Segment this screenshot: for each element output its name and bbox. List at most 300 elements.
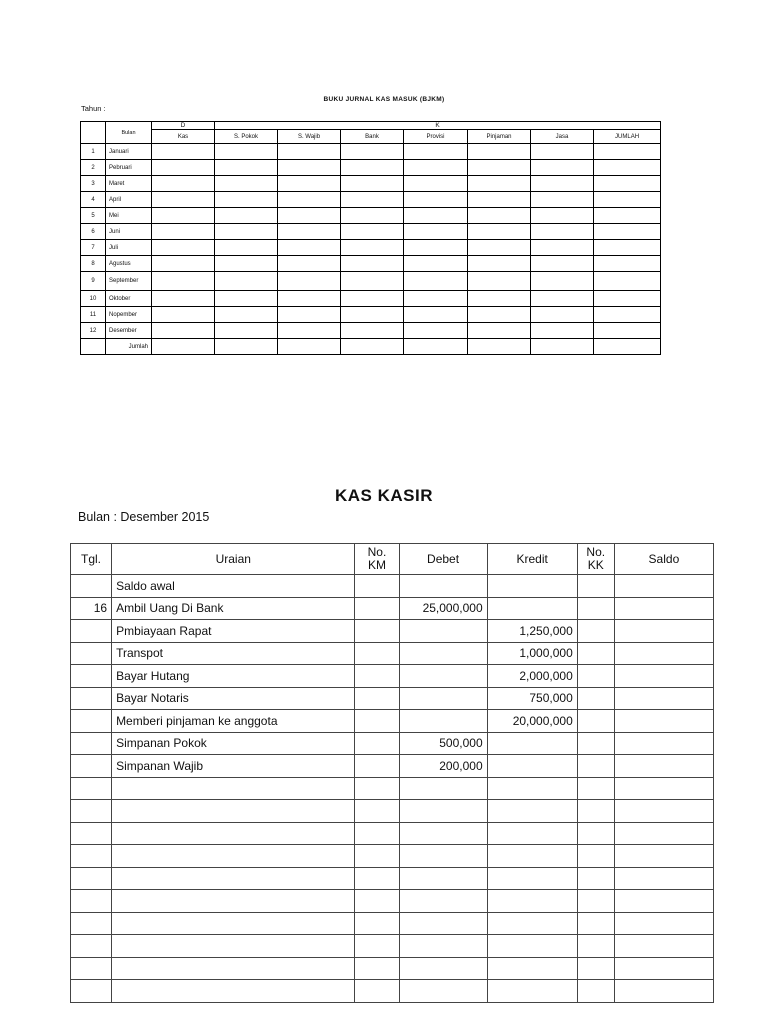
cell-tgl — [71, 575, 112, 598]
cell-kredit — [487, 822, 577, 845]
cell-tgl — [71, 777, 112, 800]
cell-uraian: Memberi pinjaman ke anggota — [112, 710, 355, 733]
bjkm-row-bulan: Pebruari — [106, 160, 152, 176]
bjkm-cell — [531, 291, 594, 307]
cell-tgl — [71, 800, 112, 823]
cell-no-kk — [577, 912, 614, 935]
cell-no-kk — [577, 822, 614, 845]
kas-kasir-row — [71, 642, 714, 665]
cell-no-kk — [577, 732, 614, 755]
cell-debet: 200,000 — [399, 755, 487, 778]
bjkm-cell — [468, 307, 531, 323]
cell-debet — [399, 642, 487, 665]
bjkm-cell — [404, 192, 468, 208]
cell-uraian: Transpot — [112, 642, 355, 665]
bjkm-cell — [152, 144, 215, 160]
bjkm-col-bank: Bank — [341, 130, 404, 144]
cell-no-km — [355, 935, 399, 958]
bjkm-cell — [594, 176, 661, 192]
cell-no-km — [355, 755, 399, 778]
bjkm-cell — [341, 307, 404, 323]
kas-kasir-row — [71, 732, 714, 755]
bjkm-col-s-pokok: S. Pokok — [215, 130, 278, 144]
bjkm-cell — [404, 176, 468, 192]
bjkm-col-kas: Kas — [152, 130, 215, 144]
bjkm-cell — [215, 240, 278, 256]
kas-kasir-row — [71, 575, 714, 598]
cell-kredit — [487, 890, 577, 913]
bjkm-row-no: 10 — [81, 291, 106, 307]
cell-no-kk — [577, 620, 614, 643]
cell-uraian — [112, 912, 355, 935]
bjkm-row — [81, 291, 661, 307]
col-debet: Debet — [399, 544, 487, 575]
kas-kasir-row — [71, 665, 714, 688]
bjkm-cell — [152, 256, 215, 272]
bjkm-cell — [404, 224, 468, 240]
bjkm-row-no: 5 — [81, 208, 106, 224]
cell-no-kk — [577, 980, 614, 1003]
bjkm-cell — [404, 291, 468, 307]
bjkm-cell — [594, 323, 661, 339]
bjkm-cell — [152, 192, 215, 208]
cell-no-kk — [577, 800, 614, 823]
bjkm-cell — [152, 291, 215, 307]
bjkm-cell — [215, 176, 278, 192]
bjkm-cell — [531, 208, 594, 224]
cell-saldo — [614, 732, 713, 755]
kas-kasir-row — [71, 800, 714, 823]
kas-kasir-row — [71, 980, 714, 1003]
cell-debet — [399, 980, 487, 1003]
bjkm-row-no: 7 — [81, 240, 106, 256]
bjkm-cell — [594, 208, 661, 224]
cell-saldo — [614, 642, 713, 665]
bjkm-header-d: D — [152, 122, 215, 130]
cell-uraian — [112, 822, 355, 845]
cell-saldo — [614, 620, 713, 643]
cell-uraian — [112, 935, 355, 958]
kas-kasir-title: KAS KASIR — [334, 486, 433, 505]
bjkm-cell — [341, 256, 404, 272]
cell-no-kk — [577, 597, 614, 620]
bjkm-cell — [468, 240, 531, 256]
bjkm-cell — [341, 208, 404, 224]
cell-debet — [399, 710, 487, 733]
cell-tgl — [71, 687, 112, 710]
kas-kasir-row — [71, 912, 714, 935]
cell-uraian — [112, 800, 355, 823]
bjkm-cell — [594, 160, 661, 176]
bjkm-row-no: 11 — [81, 307, 106, 323]
cell-kredit — [487, 732, 577, 755]
bjkm-cell — [404, 256, 468, 272]
cell-uraian — [112, 867, 355, 890]
bjkm-cell — [215, 323, 278, 339]
bjkm-cell — [468, 323, 531, 339]
kas-kasir-table — [70, 543, 714, 1003]
cell-kredit: 750,000 — [487, 687, 577, 710]
cell-uraian: Ambil Uang Di Bank — [112, 597, 355, 620]
bjkm-cell — [278, 176, 341, 192]
bjkm-cell — [152, 208, 215, 224]
bjkm-row-bulan: September — [106, 272, 152, 291]
bjkm-cell — [341, 160, 404, 176]
bjkm-cell — [531, 224, 594, 240]
bjkm-row-bulan: Maret — [106, 176, 152, 192]
bjkm-cell — [468, 224, 531, 240]
bjkm-row — [81, 240, 661, 256]
cell-no-kk — [577, 935, 614, 958]
kas-kasir-row — [71, 890, 714, 913]
bjkm-cell — [404, 160, 468, 176]
col-uraian: Uraian — [112, 544, 355, 575]
bjkm-cell — [278, 192, 341, 208]
cell-saldo — [614, 575, 713, 598]
cell-saldo — [614, 845, 713, 868]
cell-kredit — [487, 845, 577, 868]
cell-tgl: 16 — [71, 597, 112, 620]
bjkm-cell — [341, 144, 404, 160]
cell-no-km — [355, 800, 399, 823]
bjkm-row-bulan: Oktober — [106, 291, 152, 307]
bjkm-header-bulan: Bulan — [106, 122, 152, 144]
cell-uraian — [112, 777, 355, 800]
bjkm-cell — [215, 291, 278, 307]
cell-no-km — [355, 867, 399, 890]
bjkm-cell — [278, 208, 341, 224]
cell-saldo — [614, 665, 713, 688]
cell-debet — [399, 665, 487, 688]
cell-kredit — [487, 867, 577, 890]
kas-kasir-row — [71, 620, 714, 643]
cell-no-km — [355, 912, 399, 935]
bjkm-cell — [594, 144, 661, 160]
cell-tgl — [71, 912, 112, 935]
bjkm-cell — [341, 291, 404, 307]
cell-no-km — [355, 665, 399, 688]
bjkm-cell — [152, 176, 215, 192]
cell-saldo — [614, 912, 713, 935]
kas-kasir-row — [71, 597, 714, 620]
bjkm-cell — [404, 144, 468, 160]
cell-uraian — [112, 890, 355, 913]
cell-no-kk — [577, 845, 614, 868]
cell-uraian — [112, 957, 355, 980]
bjkm-cell — [215, 144, 278, 160]
cell-debet — [399, 935, 487, 958]
cell-saldo — [614, 867, 713, 890]
bjkm-table — [80, 121, 661, 355]
kas-kasir-row — [71, 777, 714, 800]
cell-no-kk — [577, 665, 614, 688]
cell-no-kk — [577, 777, 614, 800]
cell-saldo — [614, 800, 713, 823]
bjkm-cell — [468, 176, 531, 192]
cell-debet — [399, 867, 487, 890]
cell-no-kk — [577, 755, 614, 778]
col-saldo: Saldo — [614, 544, 713, 575]
cell-no-km — [355, 710, 399, 733]
cell-no-kk — [577, 867, 614, 890]
cell-saldo — [614, 597, 713, 620]
cell-kredit — [487, 777, 577, 800]
bjkm-row-no: 2 — [81, 160, 106, 176]
tahun-label: Tahun : — [81, 104, 106, 113]
bjkm-cell — [278, 323, 341, 339]
cell-saldo — [614, 980, 713, 1003]
cell-kredit — [487, 912, 577, 935]
cell-tgl — [71, 710, 112, 733]
bjkm-row — [81, 224, 661, 240]
bjkm-cell — [531, 323, 594, 339]
bjkm-cell — [594, 224, 661, 240]
cell-saldo — [614, 755, 713, 778]
cell-debet — [399, 777, 487, 800]
bjkm-jumlah-label: Jumlah — [106, 339, 152, 355]
cell-debet: 25,000,000 — [399, 597, 487, 620]
bjkm-cell — [278, 291, 341, 307]
bjkm-cell — [278, 240, 341, 256]
bjkm-row-bulan: Januari — [106, 144, 152, 160]
bjkm-col-jasa: Jasa — [531, 130, 594, 144]
cell-tgl — [71, 980, 112, 1003]
bjkm-row-no: 8 — [81, 256, 106, 272]
bjkm-row — [81, 160, 661, 176]
bjkm-cell — [594, 240, 661, 256]
cell-no-km — [355, 620, 399, 643]
bjkm-cell — [341, 323, 404, 339]
cell-debet — [399, 800, 487, 823]
cell-kredit — [487, 980, 577, 1003]
cell-debet — [399, 912, 487, 935]
cell-uraian: Saldo awal — [112, 575, 355, 598]
bjkm-col-provisi: Provisi — [404, 130, 468, 144]
cell-no-km — [355, 597, 399, 620]
bjkm-col-jumlah: JUMLAH — [594, 130, 661, 144]
cell-saldo — [614, 687, 713, 710]
cell-tgl — [71, 935, 112, 958]
cell-debet — [399, 957, 487, 980]
cell-tgl — [71, 732, 112, 755]
cell-no-kk — [577, 687, 614, 710]
cell-no-km — [355, 777, 399, 800]
bjkm-row — [81, 144, 661, 160]
cell-no-kk — [577, 890, 614, 913]
cell-saldo — [614, 777, 713, 800]
cell-uraian: Bayar Hutang — [112, 665, 355, 688]
bjkm-header-row-1 — [81, 122, 661, 130]
bjkm-cell — [278, 272, 341, 291]
bjkm-cell — [152, 240, 215, 256]
bjkm-cell — [531, 307, 594, 323]
cell-no-km — [355, 642, 399, 665]
cell-tgl — [71, 957, 112, 980]
cell-tgl — [71, 665, 112, 688]
bjkm-cell — [215, 307, 278, 323]
bjkm-row-no: 4 — [81, 192, 106, 208]
bjkm-cell — [594, 272, 661, 291]
bjkm-cell — [594, 256, 661, 272]
cell-uraian — [112, 980, 355, 1003]
bjkm-cell — [468, 272, 531, 291]
bjkm-cell — [215, 256, 278, 272]
cell-tgl — [71, 867, 112, 890]
bjkm-cell — [341, 272, 404, 291]
bjkm-cell — [404, 323, 468, 339]
bulan-label: Bulan : Desember 2015 — [78, 510, 210, 524]
cell-debet — [399, 890, 487, 913]
bjkm-cell — [531, 256, 594, 272]
bjkm-cell — [468, 192, 531, 208]
bjkm-cell — [278, 307, 341, 323]
cell-kredit: 1,000,000 — [487, 642, 577, 665]
kas-kasir-row — [71, 710, 714, 733]
cell-debet — [399, 620, 487, 643]
bjkm-cell — [152, 160, 215, 176]
bjkm-cell — [152, 224, 215, 240]
bjkm-header-k: K — [215, 122, 661, 130]
bjkm-cell — [341, 176, 404, 192]
kas-kasir-header-row — [71, 544, 714, 575]
cell-uraian: Simpanan Pokok — [112, 732, 355, 755]
cell-tgl — [71, 642, 112, 665]
cell-kredit — [487, 755, 577, 778]
cell-no-km — [355, 845, 399, 868]
cell-debet: 500,000 — [399, 732, 487, 755]
bjkm-row — [81, 323, 661, 339]
cell-tgl — [71, 755, 112, 778]
cell-saldo — [614, 890, 713, 913]
bjkm-cell — [468, 291, 531, 307]
bjkm-cell — [468, 160, 531, 176]
bjkm-row — [81, 192, 661, 208]
bjkm-cell — [594, 291, 661, 307]
cell-saldo — [614, 935, 713, 958]
cell-no-kk — [577, 710, 614, 733]
bjkm-row-no: 9 — [81, 272, 106, 291]
col-tgl: Tgl. — [71, 544, 112, 575]
cell-no-km — [355, 687, 399, 710]
cell-kredit — [487, 597, 577, 620]
cell-tgl — [71, 890, 112, 913]
bjkm-header-row-2 — [81, 130, 661, 144]
bjkm-row-no: 1 — [81, 144, 106, 160]
cell-no-km — [355, 957, 399, 980]
bjkm-cell — [278, 160, 341, 176]
cell-debet — [399, 822, 487, 845]
bjkm-cell — [152, 307, 215, 323]
bjkm-cell — [468, 256, 531, 272]
cell-kredit: 2,000,000 — [487, 665, 577, 688]
bjkm-row-bulan: Nopember — [106, 307, 152, 323]
col-no-kk: No. KK — [577, 544, 614, 575]
cell-no-km — [355, 732, 399, 755]
bjkm-row — [81, 272, 661, 291]
bjkm-cell — [341, 192, 404, 208]
bjkm-cell — [468, 208, 531, 224]
bjkm-row — [81, 307, 661, 323]
bjkm-cell — [341, 240, 404, 256]
cell-saldo — [614, 822, 713, 845]
bjkm-row-bulan: Juni — [106, 224, 152, 240]
bjkm-row-bulan: Mei — [106, 208, 152, 224]
cell-kredit: 20,000,000 — [487, 710, 577, 733]
bjkm-cell — [404, 208, 468, 224]
cell-kredit — [487, 935, 577, 958]
cell-kredit: 1,250,000 — [487, 620, 577, 643]
col-no-km: No. KM — [355, 544, 399, 575]
bjkm-row-bulan: Juli — [106, 240, 152, 256]
cell-debet — [399, 687, 487, 710]
bjkm-cell — [278, 144, 341, 160]
bjkm-cell — [404, 307, 468, 323]
cell-tgl — [71, 845, 112, 868]
bjkm-cell — [215, 272, 278, 291]
bjkm-row-bulan: April — [106, 192, 152, 208]
bjkm-cell — [278, 224, 341, 240]
cell-uraian: Simpanan Wajib — [112, 755, 355, 778]
kas-kasir-row — [71, 822, 714, 845]
bjkm-cell — [531, 176, 594, 192]
bjkm-row-no: 3 — [81, 176, 106, 192]
cell-no-km — [355, 980, 399, 1003]
bjkm-total-row — [81, 339, 661, 355]
bjkm-col-pinjaman: Pinjaman — [468, 130, 531, 144]
bjkm-cell — [404, 240, 468, 256]
bjkm-row-no: 12 — [81, 323, 106, 339]
bjkm-header-no — [81, 122, 106, 144]
cell-no-km — [355, 890, 399, 913]
cell-tgl — [71, 620, 112, 643]
kas-kasir-row — [71, 845, 714, 868]
cell-no-kk — [577, 642, 614, 665]
kas-kasir-row — [71, 935, 714, 958]
cell-no-km — [355, 575, 399, 598]
bjkm-cell — [341, 224, 404, 240]
cell-no-kk — [577, 957, 614, 980]
cell-saldo — [614, 957, 713, 980]
cell-kredit — [487, 575, 577, 598]
bjkm-row — [81, 176, 661, 192]
bjkm-cell — [152, 272, 215, 291]
cell-saldo — [614, 710, 713, 733]
bjkm-cell — [215, 224, 278, 240]
bjkm-row-no: 6 — [81, 224, 106, 240]
bjkm-row-bulan: Agustus — [106, 256, 152, 272]
cell-uraian — [112, 845, 355, 868]
bjkm-cell — [531, 272, 594, 291]
bjkm-cell — [404, 272, 468, 291]
kas-kasir-row — [71, 957, 714, 980]
bjkm-cell — [531, 240, 594, 256]
kas-kasir-row — [71, 755, 714, 778]
bjkm-cell — [531, 160, 594, 176]
cell-uraian: Bayar Notaris — [112, 687, 355, 710]
bjkm-title: BUKU JURNAL KAS MASUK (BJKM) — [323, 96, 445, 103]
bjkm-row — [81, 208, 661, 224]
bjkm-cell — [531, 144, 594, 160]
bjkm-cell — [152, 323, 215, 339]
bjkm-row-bulan: Desember — [106, 323, 152, 339]
cell-no-km — [355, 822, 399, 845]
kas-kasir-row — [71, 867, 714, 890]
bjkm-cell — [468, 144, 531, 160]
bjkm-row — [81, 256, 661, 272]
cell-tgl — [71, 822, 112, 845]
cell-no-kk — [577, 575, 614, 598]
cell-debet — [399, 575, 487, 598]
